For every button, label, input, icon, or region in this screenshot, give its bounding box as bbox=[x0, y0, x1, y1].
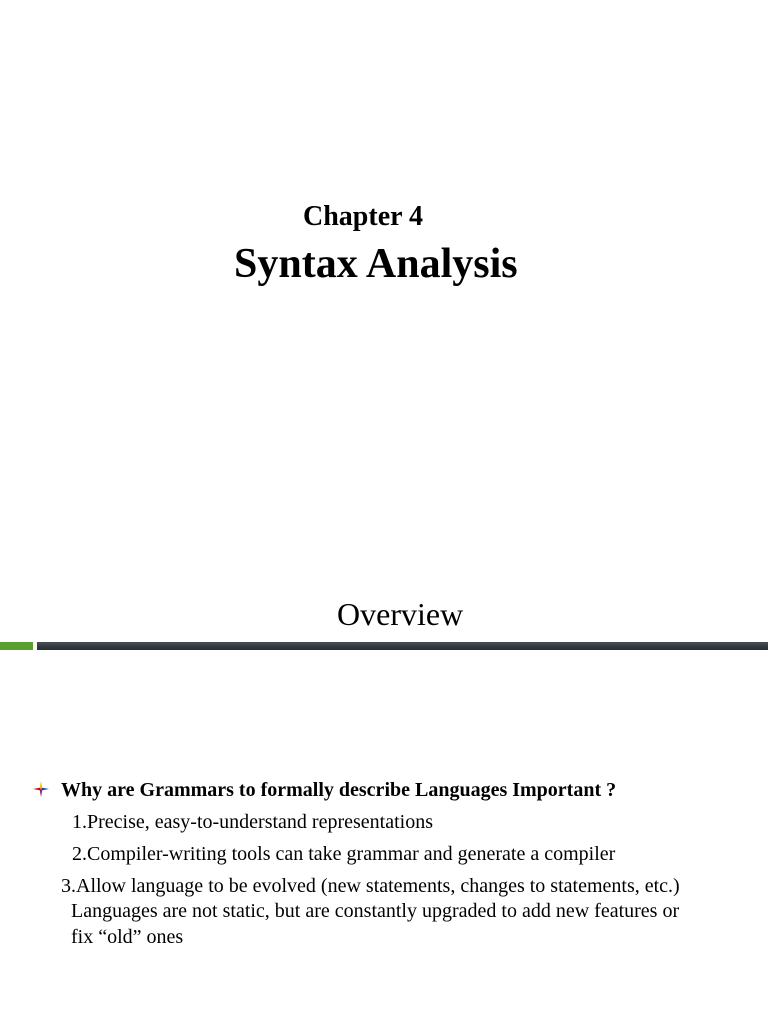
chapter-label: Chapter 4 bbox=[303, 201, 424, 232]
list-item: 2.Compiler-writing tools can take grammar and generate a compiler bbox=[72, 843, 616, 865]
overview-heading: Overview bbox=[337, 596, 464, 632]
slide-title: Syntax Analysis bbox=[234, 241, 518, 287]
list-item: 1.Precise, easy-to-understand representations bbox=[72, 811, 433, 833]
list-item: 3.Allow language to be evolved (new statements, changes to statements, etc.) bbox=[61, 875, 680, 897]
list-item-continuation: fix “old” ones bbox=[71, 926, 184, 948]
divider-dark-bar bbox=[37, 642, 768, 650]
divider-green-segment bbox=[0, 642, 33, 650]
four-point-star-bullet-icon bbox=[32, 780, 50, 798]
question-text: Why are Grammars to formally describe Languages Important ? bbox=[61, 779, 617, 801]
list-item-continuation: Languages are not static, but are constantly upgraded to add new features or bbox=[71, 900, 680, 922]
